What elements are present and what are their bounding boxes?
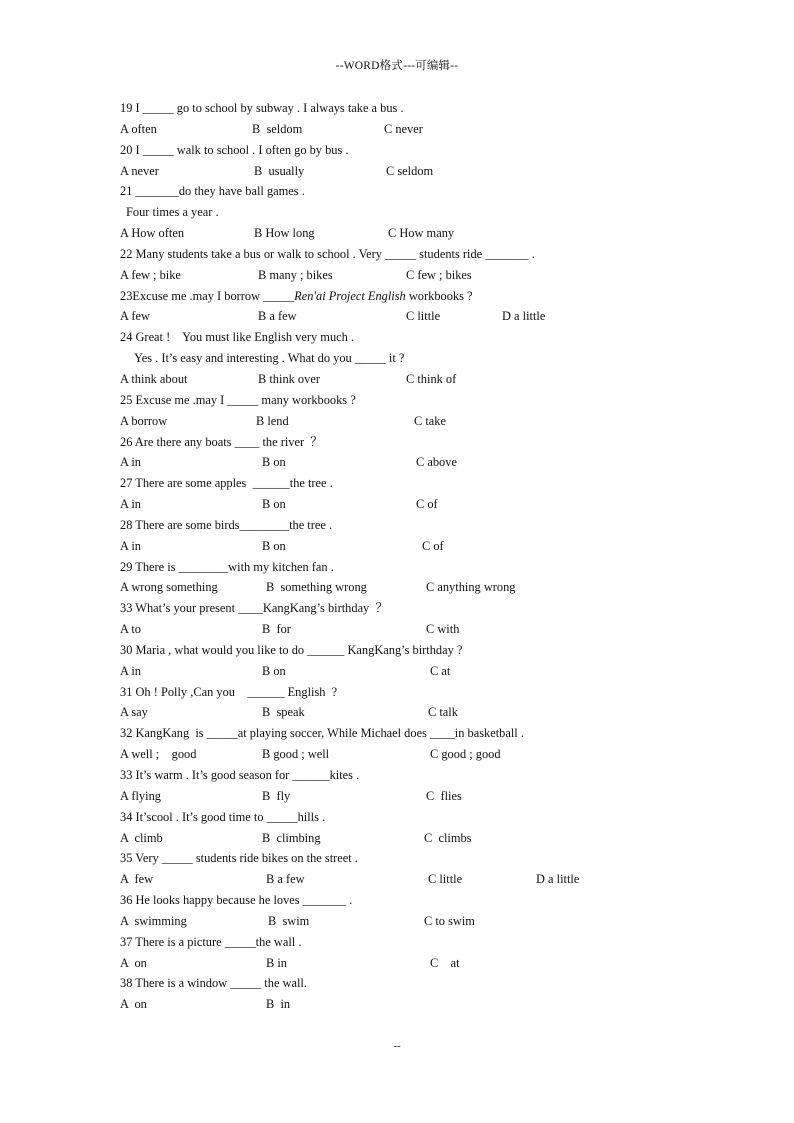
answer-options [120, 786, 720, 807]
answer-option: C think of [406, 371, 457, 386]
answer-option: B fly [262, 788, 291, 803]
answer-option: A borrow [120, 413, 168, 428]
question-text [120, 348, 720, 369]
answer-option: A never [120, 163, 159, 178]
answer-option: C to swim [424, 913, 475, 928]
question-stem-end: workbooks ? [405, 288, 473, 303]
answer-options [120, 869, 720, 890]
question-stem: 34 It’scool . It’s good time to _____hills . [120, 809, 326, 824]
answer-option: A swimming [120, 913, 187, 928]
page-footer: -- [393, 1040, 401, 1052]
answer-options [120, 911, 720, 932]
answer-option: B good ; well [262, 747, 330, 762]
answer-option: C little [406, 309, 441, 324]
answer-options [120, 702, 720, 723]
question-text [120, 765, 720, 786]
question-text [120, 515, 720, 536]
question-text [120, 286, 720, 307]
answer-option: A in [120, 663, 141, 678]
question-text [120, 890, 720, 911]
answer-option: A well ; good [120, 747, 197, 762]
answer-option: B on [262, 538, 286, 553]
answer-option: B lend [256, 413, 289, 428]
question-stem: 26 Are there any boats ____ the river ？ [120, 434, 323, 449]
answer-option: B speak [262, 705, 305, 720]
answer-option: A in [120, 538, 141, 553]
question-stem: 30 Maria , what would you like to do ______ KangKang’s birthday ? [120, 642, 463, 657]
answer-options [120, 828, 720, 849]
question-text [120, 598, 720, 619]
answer-option: B swim [268, 913, 310, 928]
answer-option: A on [120, 955, 147, 970]
question-stem: 19 I _____ go to school by subway . I always take a bus . [120, 101, 404, 115]
answer-option: B How long [254, 226, 315, 241]
answer-option: B for [262, 622, 291, 637]
answer-option: D a little [536, 872, 580, 887]
question-text [120, 557, 720, 578]
question-stem: 31 Oh ! Polly ,Can you ______ English ? [120, 684, 338, 699]
answer-option: A to [120, 622, 141, 637]
answer-option: A few ; bike [120, 267, 181, 282]
question-stem: 37 There is a picture _____the wall . [120, 934, 302, 949]
answer-option: B climbing [262, 830, 321, 845]
question-text [120, 390, 720, 411]
question-stem: 29 There is ________with my kitchen fan . [120, 559, 334, 574]
question-text [120, 181, 720, 202]
question-stem: 25 Excuse me .may I _____ many workbooks ? [120, 392, 356, 407]
question-stem: 33 It’s warm . It’s good season for ______kites . [120, 768, 360, 782]
question-text [120, 723, 720, 744]
question-stem: 35 Very _____ students ride bikes on the street . [120, 851, 358, 866]
question-stem: 36 He looks happy because he loves _______ . [120, 893, 353, 908]
answer-option: A climb [120, 830, 163, 845]
answer-option: A How often [120, 226, 185, 241]
answer-options [120, 994, 720, 1015]
answer-option: C little [428, 872, 463, 887]
answer-option: C with [426, 622, 460, 637]
answer-option: A flying [120, 788, 161, 803]
answer-option: B think over [258, 371, 320, 386]
answer-option: B usually [254, 163, 305, 178]
question-stem: Four times a year . [126, 205, 219, 220]
answer-options [120, 265, 720, 286]
question-text [120, 848, 720, 869]
question-text [120, 244, 720, 265]
answer-option: B something wrong [266, 580, 367, 595]
answer-option: A few [120, 309, 150, 324]
question-stem: 38 There is a window _____ the wall. [120, 976, 307, 991]
question-text [120, 140, 720, 161]
answer-option: A wrong something [120, 580, 218, 595]
question-text [120, 807, 720, 828]
question-stem: 24 Great ! You must like English very much . [120, 330, 355, 345]
question-text [120, 202, 720, 223]
question-text [120, 473, 720, 494]
answer-option: A in [120, 497, 141, 512]
answer-option: C at [430, 955, 460, 970]
answer-options [120, 577, 720, 598]
answer-options [120, 161, 720, 182]
answer-option: C climbs [424, 830, 472, 845]
answer-options [120, 661, 720, 682]
answer-option: B a few [266, 872, 305, 887]
question-stem: 23Excuse me .may I borrow _____ [120, 288, 295, 303]
answer-options [120, 619, 720, 640]
question-stem: 32 KangKang is _____at playing soccer, While Michael does ____in basketball . [120, 726, 524, 741]
answer-option: A often [120, 121, 157, 136]
answer-option: A few [120, 872, 154, 887]
question-stem: 20 I _____ walk to school . I often go by bus . [120, 142, 349, 157]
answer-option: B seldom [252, 121, 303, 136]
book-title: Ren'ai Project English [294, 288, 406, 303]
answer-option: B on [262, 455, 286, 470]
answer-options [120, 452, 720, 473]
answer-option: C of [422, 538, 444, 553]
answer-options [120, 223, 720, 244]
question-stem: Yes . It’s easy and interesting . What do you _____ it ? [134, 351, 405, 366]
answer-option: C How many [388, 226, 455, 241]
answer-options [120, 953, 720, 974]
answer-option: B in [266, 997, 291, 1012]
question-stem: 21 _______do they have ball games . [120, 184, 305, 199]
question-stem: 27 There are some apples ______the tree . [120, 476, 333, 491]
answer-option: A in [120, 455, 141, 470]
page-header: --WORD格式---可编辑-- [335, 60, 459, 72]
answer-option: C never [384, 121, 423, 136]
question-text [120, 640, 720, 661]
answer-options [120, 494, 720, 515]
question-text [120, 98, 720, 119]
answer-option: C of [416, 497, 438, 512]
answer-option: B on [262, 663, 286, 678]
answer-option: A say [120, 705, 148, 720]
answer-option: C good ; good [430, 747, 501, 762]
answer-options [120, 306, 720, 327]
answer-option: C take [414, 413, 446, 428]
question-stem: 33 What’s your present ____KangKang’s birthday ？ [120, 601, 388, 616]
question-text [120, 973, 720, 994]
answer-options [120, 369, 720, 390]
answer-option: C at [430, 663, 451, 678]
answer-options [120, 744, 720, 765]
answer-option: C anything wrong [426, 580, 516, 595]
answer-options [120, 119, 720, 140]
answer-option: B in [266, 955, 287, 970]
answer-option: B many ; bikes [258, 267, 333, 282]
answer-option: B a few [258, 309, 297, 324]
question-text [120, 932, 720, 953]
question-list [120, 98, 720, 1015]
answer-options [120, 536, 720, 557]
question-text [120, 432, 720, 453]
answer-option: C flies [426, 788, 462, 803]
question-stem: 22 Many students take a bus or walk to school . Very _____ students ride _______ . [120, 246, 535, 261]
answer-option: C seldom [386, 163, 434, 178]
question-text [120, 682, 720, 703]
answer-option: C few ; bikes [406, 267, 472, 282]
question-text [120, 327, 720, 348]
answer-option: A think about [120, 371, 188, 386]
answer-option: B on [262, 497, 286, 512]
question-stem: 28 There are some birds________the tree . [120, 517, 333, 532]
answer-option: A on [120, 997, 147, 1012]
answer-option: D a little [502, 309, 546, 324]
answer-options [120, 411, 720, 432]
answer-option: C talk [428, 705, 458, 720]
answer-option: C above [416, 455, 457, 470]
